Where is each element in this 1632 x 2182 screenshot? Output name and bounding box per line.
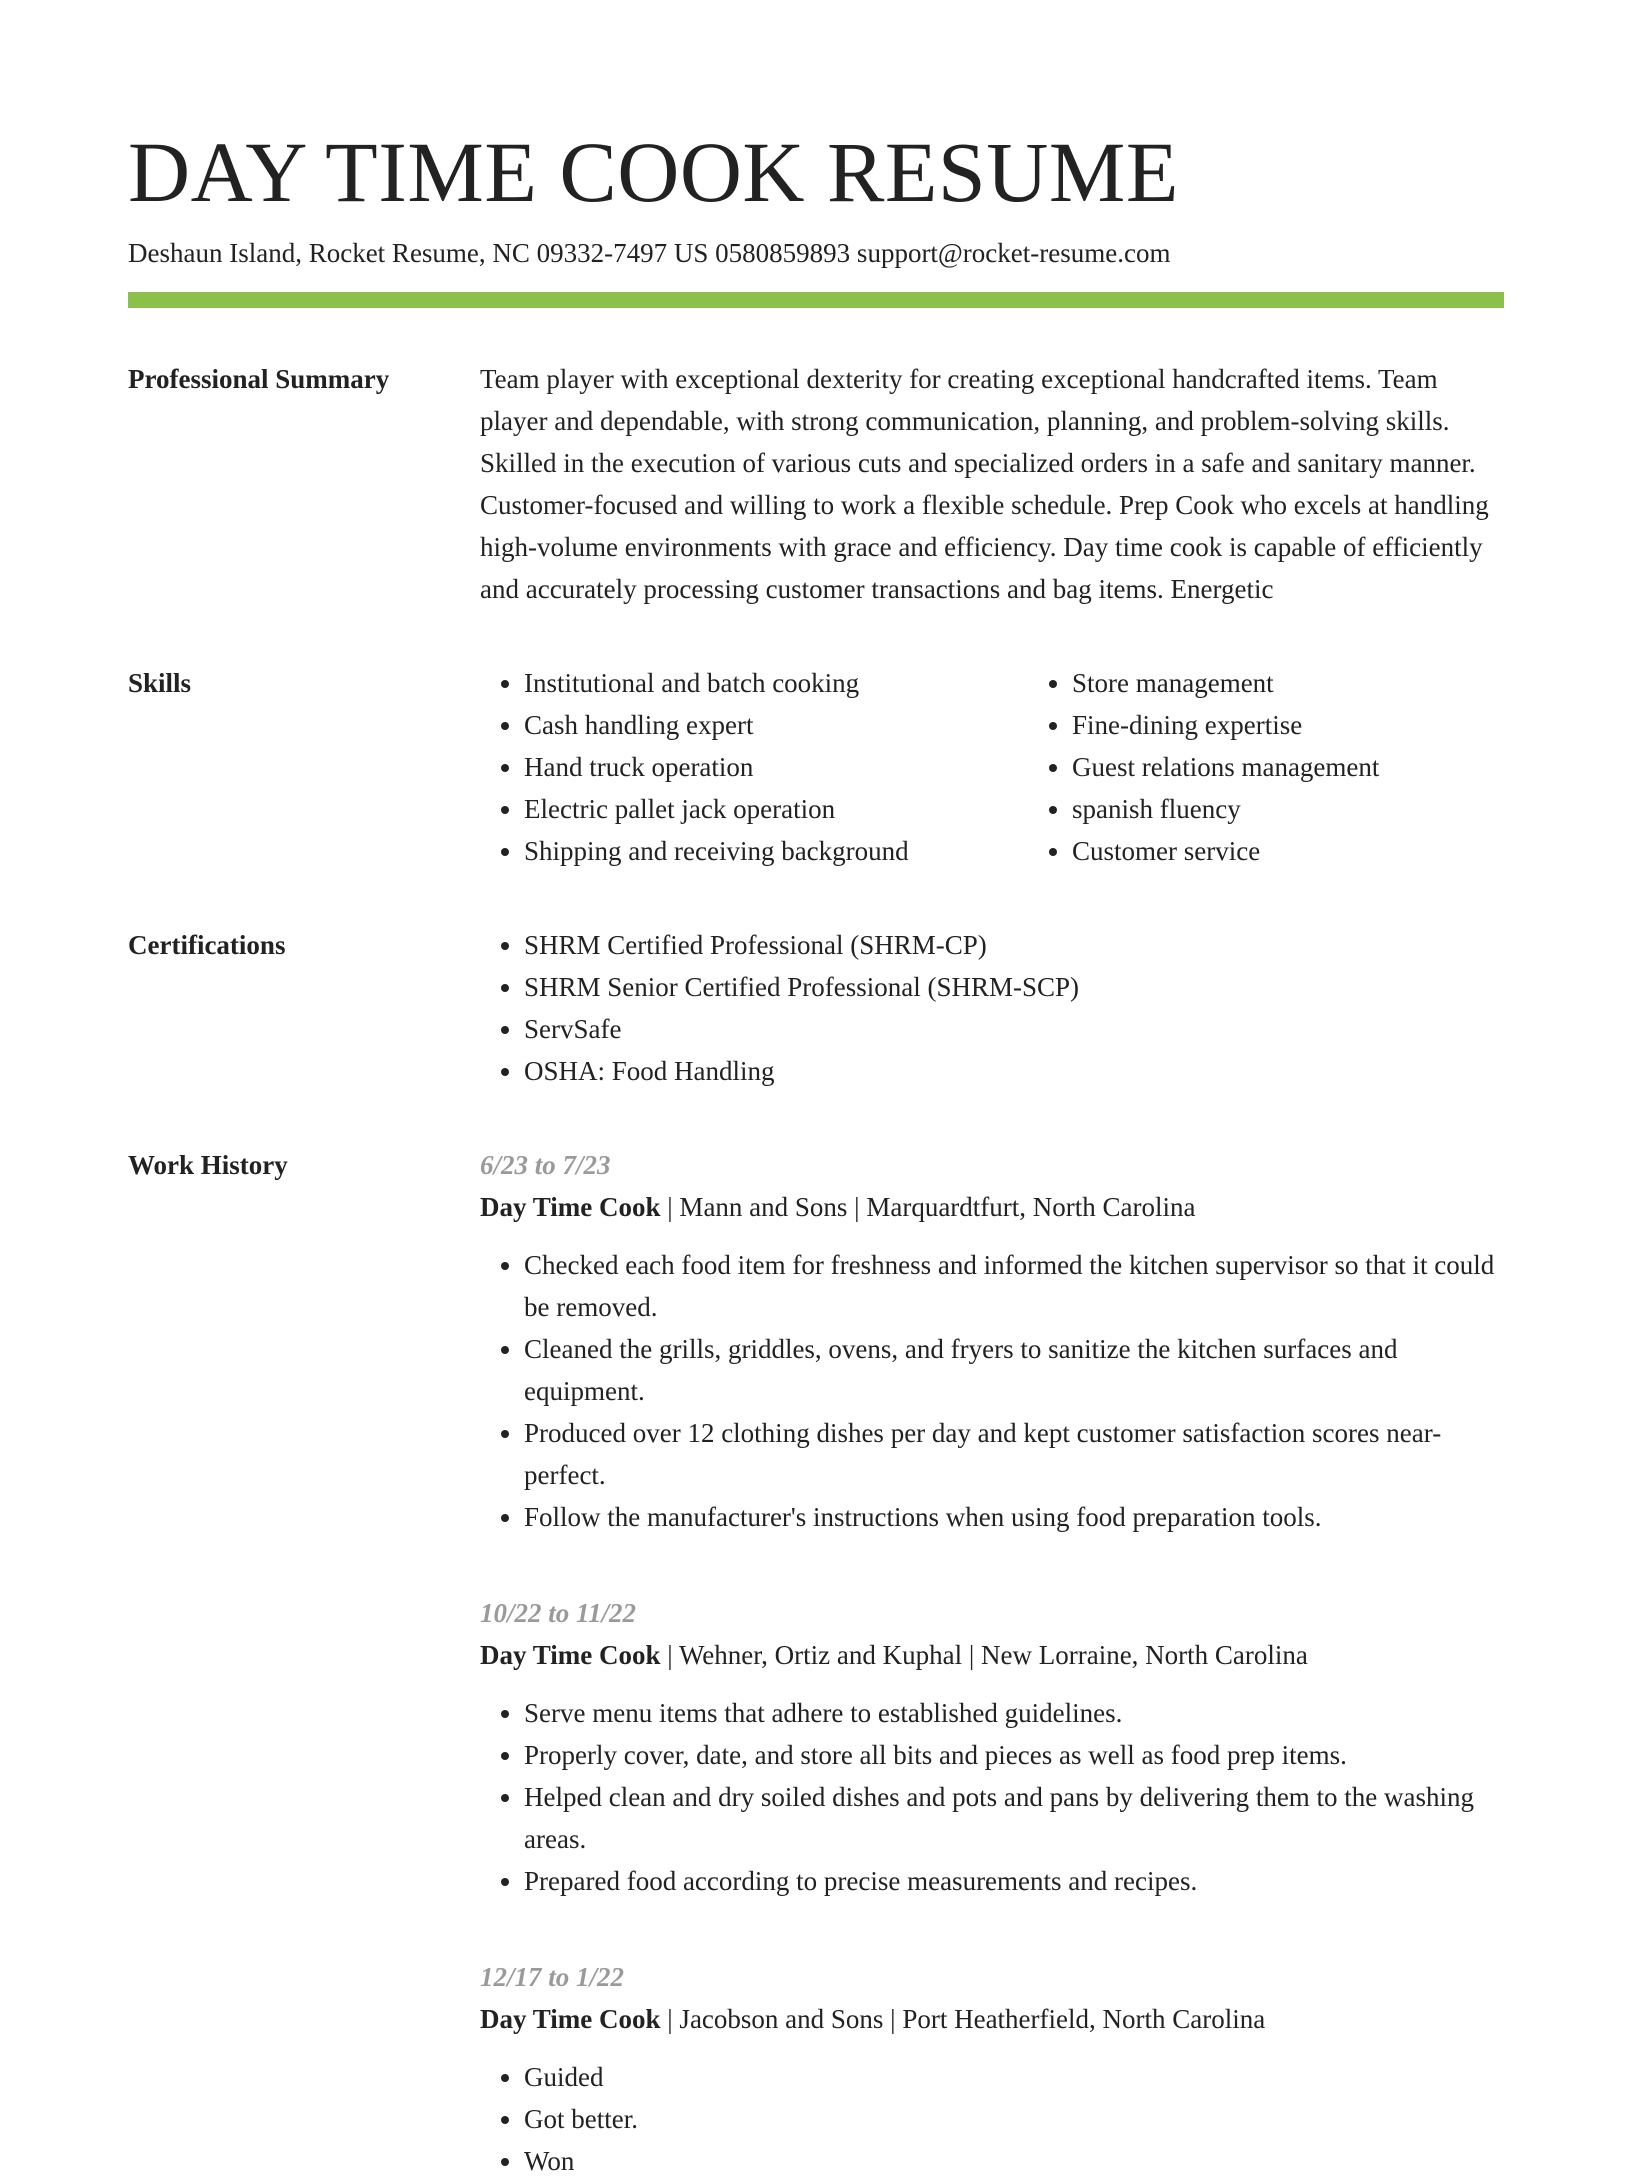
skills-list-left — [480, 662, 1028, 872]
certifications-list — [480, 924, 1504, 1092]
job-heading — [480, 1186, 1504, 1228]
work-history-section — [128, 1144, 1504, 2182]
job-role: Day Time Cook — [480, 1640, 661, 1670]
job-dates: 12/17 to 1/22 — [480, 1962, 625, 1992]
job-entry — [480, 1592, 1504, 1902]
job-dates: 6/23 to 7/23 — [480, 1150, 611, 1180]
summary-body — [480, 358, 1504, 610]
certifications-label: Certifications — [128, 930, 286, 960]
job-heading — [480, 1634, 1504, 1676]
job-details: | Wehner, Ortiz and Kuphal | New Lorraine, North Carolina — [660, 1640, 1308, 1670]
skill-item: • Shipping and receiving background — [524, 830, 1028, 872]
work-history-label: Work History — [128, 1150, 288, 1180]
skill-item: • Cash handling expert — [524, 704, 1028, 746]
job-role: Day Time Cook — [480, 2004, 661, 2034]
resume-title: DAY TIME COOK RESUME — [128, 124, 1179, 220]
job-bullet: • Won — [524, 2140, 1504, 2182]
job-bullet: • Produced over 12 clothing dishes per day and kept customer satisfaction scores near-perfect. — [524, 1412, 1504, 1496]
summary-text: Team player with exceptional dexterity for creating exceptional handcrafted items. Team player and dependable, with strong communication, planning, and problem-solving skills. Skilled in the execution of various cuts and specialized orders in a safe and sanitary manner. Customer-focused and willing to work a flexible schedule. Prep Cook who excels at handling high-volume environments with grace and efficiency. Day time cook is capable of efficiently and accurately processing customer transactions and bag items. Energetic — [480, 364, 1489, 604]
certification-item: • SHRM Senior Certified Professional (SHRM-SCP) — [524, 966, 1504, 1008]
skill-item: • Store management — [1072, 662, 1504, 704]
summary-section — [128, 358, 1504, 610]
job-bullet: • Prepared food according to precise measurements and recipes. — [524, 1860, 1504, 1902]
job-details: | Mann and Sons | Marquardtfurt, North Carolina — [660, 1192, 1196, 1222]
skill-item: • Customer service — [1072, 830, 1504, 872]
work-history-body — [480, 1144, 1504, 2182]
job-entry — [480, 1956, 1504, 2182]
skills-body — [480, 662, 1504, 872]
skill-item: • Electric pallet jack operation — [524, 788, 1028, 830]
skill-item: • spanish fluency — [1072, 788, 1504, 830]
skill-item: • Hand truck operation — [524, 746, 1028, 788]
summary-label: Professional Summary — [128, 364, 390, 394]
certifications-body — [480, 924, 1504, 1092]
job-bullet: • Checked each food item for freshness and informed the kitchen supervisor so that it could be removed. — [524, 1244, 1504, 1328]
skills-list-right — [1028, 662, 1504, 872]
certification-item: • ServSafe — [524, 1008, 1504, 1050]
skill-item: • Fine-dining expertise — [1072, 704, 1504, 746]
job-bullet: • Serve menu items that adhere to established guidelines. — [524, 1692, 1504, 1734]
job-bullet: • Helped clean and dry soiled dishes and pots and pans by delivering them to the washing areas. — [524, 1776, 1504, 1860]
skills-label: Skills — [128, 668, 192, 698]
job-role: Day Time Cook — [480, 1192, 661, 1222]
job-heading — [480, 1998, 1504, 2040]
job-bullets — [480, 2056, 1504, 2182]
job-bullet: • Properly cover, date, and store all bits and pieces as well as food prep items. — [524, 1734, 1504, 1776]
job-details: | Jacobson and Sons | Port Heatherfield, North Carolina — [660, 2004, 1266, 2034]
skill-item: • Guest relations management — [1072, 746, 1504, 788]
skills-section — [128, 662, 1504, 872]
resume-page — [128, 120, 1504, 2182]
job-bullet: • Guided — [524, 2056, 1504, 2098]
job-bullet: • Cleaned the grills, griddles, ovens, and fryers to sanitize the kitchen surfaces and equipment. — [524, 1328, 1504, 1412]
header-divider — [128, 292, 1504, 308]
certification-item: • OSHA: Food Handling — [524, 1050, 1504, 1092]
job-bullets — [480, 1692, 1504, 1902]
skill-item: • Institutional and batch cooking — [524, 662, 1028, 704]
job-bullet: • Got better. — [524, 2098, 1504, 2140]
certification-item: • SHRM Certified Professional (SHRM-CP) — [524, 924, 1504, 966]
job-bullets — [480, 1244, 1504, 1538]
certifications-section — [128, 924, 1504, 1092]
job-dates: 10/22 to 11/22 — [480, 1598, 637, 1628]
contact-line: Deshaun Island, Rocket Resume, NC 09332-7497 US 0580859893 support@rocket-resume.com — [128, 238, 1171, 268]
job-entry — [480, 1144, 1504, 1538]
job-bullet: • Follow the manufacturer's instructions when using food preparation tools. — [524, 1496, 1504, 1538]
